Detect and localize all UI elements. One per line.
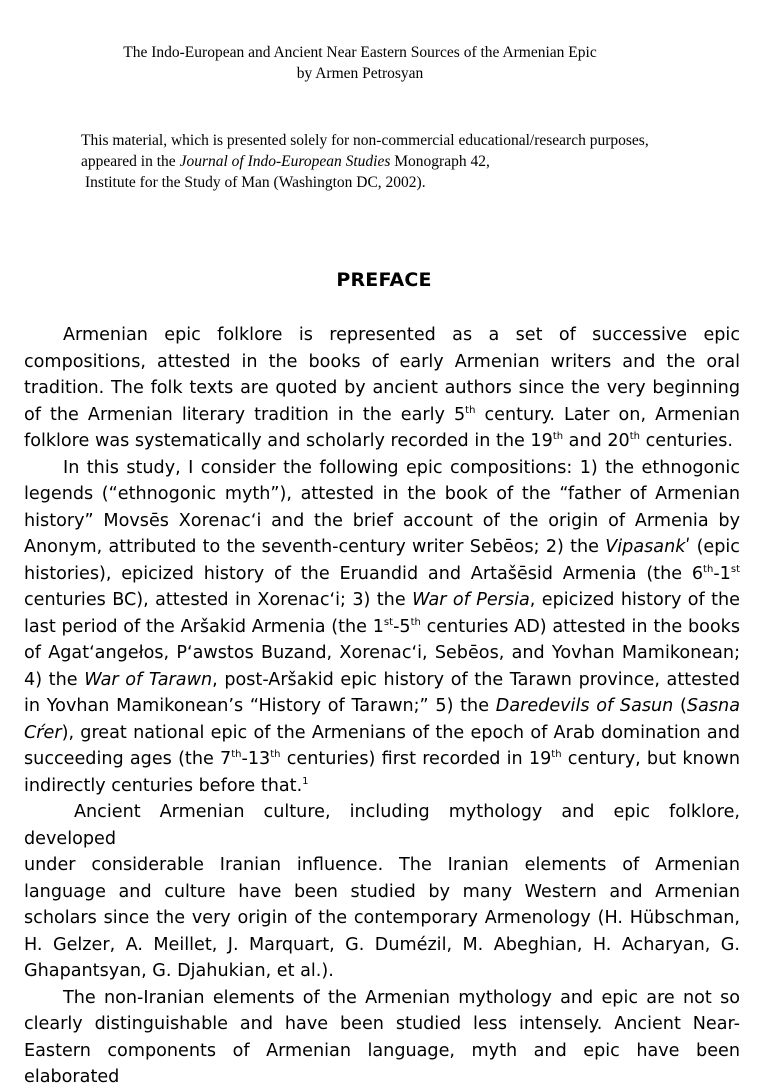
text-line: Ghapantsyan, G. Djahukian, et al.). xyxy=(24,961,334,981)
notice-line-2 xyxy=(81,151,741,172)
journal-name: Journal of Indo-European Studies xyxy=(179,153,391,170)
text-line: succeeding ages (the 7th-13th centuries) first recorded in 19th century, but known xyxy=(24,749,740,769)
text-line: scholars since the very origin of the contemporary Armenology (H. Hübschman, xyxy=(24,908,740,928)
text-line: Anonym, attributed to the seventh-century writer Sebēos; 2) the Vipasankʹ (epic xyxy=(24,537,740,557)
notice-text: Monograph 42, xyxy=(390,153,490,170)
notice-text: appeared in the xyxy=(81,153,180,170)
text-line: Cŕer), great national epic of the Armenians of the epoch of Arab domination and xyxy=(24,722,740,743)
text-line: clearly distinguishable and have been studied less intensely. Ancient Near- xyxy=(24,1014,740,1034)
text-line: under considerable Iranian influence. The Iranian elements of Armenian xyxy=(24,855,740,875)
text-line: history” Movsēs Xorenacʻi and the brief account of the origin of Armenia by xyxy=(24,510,740,531)
text-line: legends (“ethnogonic myth”), attested in the book of the “father of Armenian xyxy=(24,484,740,504)
text-line: in Yovhan Mamikonean’s “History of Tarawn;” 5) the Daredevils of Sasun (Sasna xyxy=(24,696,740,716)
document-author: by Armen Petrosyan xyxy=(296,65,424,82)
text-line: of the Armenian literary tradition in the early 5th century. Later on, Armenian xyxy=(24,404,740,425)
document-header xyxy=(60,42,660,84)
text-line: H. Gelzer, A. Meillet, J. Marquart, G. Dumézil, M. Abeghian, H. Acharyan, G. xyxy=(24,934,740,955)
text-line: centuries BC), attested in Xorenacʻi; 3) the War of Persia, epicized history of the xyxy=(24,590,740,610)
footnote-ref: 1 xyxy=(302,775,309,787)
text-line: histories), epicized history of the Eruandid and Artašēsid Armenia (the 6th-1st xyxy=(24,563,740,584)
text-line: The non-Iranian elements of the Armenian mythology and epic are not so xyxy=(63,987,740,1008)
paragraph-1 xyxy=(24,322,740,455)
paragraph-4 xyxy=(24,985,740,1091)
text-line: last period of the Aršakid Armenia (the 1st-5th centuries AD) attested in the books xyxy=(24,616,740,637)
text-line: 4) the War of Tarawn, post-Aršakid epic history of the Tarawn province, attested xyxy=(24,669,740,690)
paragraph-3 xyxy=(24,799,740,985)
notice-line-1: This material, which is presented solely for non-commercial educational/research purposes, xyxy=(81,132,649,149)
document-title: The Indo-European and Ancient Near Eastern Sources of the Armenian Epic xyxy=(123,44,597,61)
text-line: In this study, I consider the following epic compositions: 1) the ethnogonic xyxy=(63,457,740,478)
paragraph-2 xyxy=(24,455,740,800)
text-line: of Agatʻangełos, Pʻawstos Buzand, Xorenacʻi, Sebēos, and Yovhan Mamikonean; xyxy=(24,643,740,663)
text-line: tradition. The folk texts are quoted by ancient authors since the very beginning xyxy=(24,378,740,398)
text-line: language and culture have been studied by many Western and Armenian xyxy=(24,881,740,902)
text-line: compositions, attested in the books of early Armenian writers and the oral xyxy=(24,351,740,372)
text-line: Armenian epic folklore is represented as a set of successive epic xyxy=(63,325,740,345)
publication-notice xyxy=(81,130,741,193)
section-title: PREFACE xyxy=(336,269,432,291)
text-line: Eastern components of Armenian language, myth and epic have been elaborated xyxy=(24,1040,740,1087)
notice-line-3: Institute for the Study of Man (Washington DC, 2002). xyxy=(85,174,426,191)
text-line: indirectly centuries before that.$^1$ xyxy=(24,775,309,796)
text-line: folklore was systematically and scholarly recorded in the 19th and 20th centuries. xyxy=(24,431,734,451)
text-line: Ancient Armenian culture, including mythology and epic folklore, developed xyxy=(24,802,740,849)
document-body xyxy=(24,322,740,1091)
